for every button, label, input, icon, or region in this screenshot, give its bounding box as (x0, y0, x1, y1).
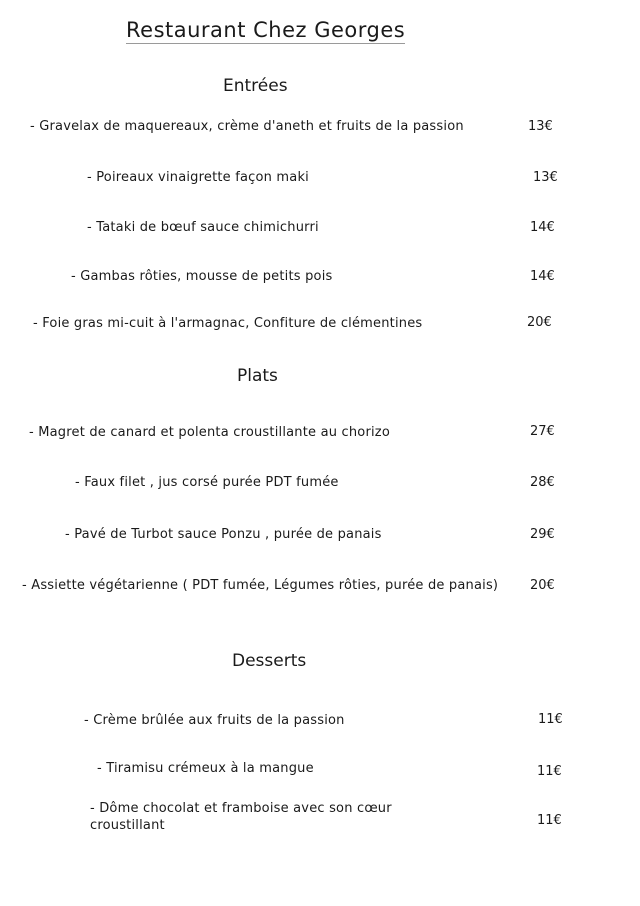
menu-item-price: 11€ (537, 813, 562, 828)
menu-item-label: - Pavé de Turbot sauce Ponzu , purée de panais (65, 527, 382, 542)
menu-item-price: 27€ (530, 424, 555, 439)
menu-item-price: 14€ (530, 220, 555, 235)
menu-item-price: 28€ (530, 475, 555, 490)
menu-item-label: - Gambas rôties, mousse de petits pois (71, 269, 333, 284)
menu-item-price: 13€ (533, 170, 558, 185)
section-title-plats: Plats (237, 366, 278, 386)
menu-item-label: - Poireaux vinaigrette façon maki (87, 170, 309, 185)
section-title-desserts: Desserts (232, 651, 307, 671)
menu-item-price: 13€ (528, 119, 553, 134)
menu-item-price: 11€ (538, 712, 563, 727)
menu-title: Restaurant Chez Georges (126, 18, 406, 42)
menu-item-price: 11€ (537, 764, 562, 779)
menu-item-price: 29€ (530, 527, 555, 542)
section-title-entrees: Entrées (223, 76, 288, 96)
menu-item-label: - Magret de canard et polenta croustillante au chorizo (29, 425, 390, 440)
menu-item-label: - Crème brûlée aux fruits de la passion (84, 713, 345, 728)
menu-item-label: - Foie gras mi-cuit à l'armagnac, Confiture de clémentines (33, 316, 423, 331)
menu-item-label: - Assiette végétarienne ( PDT fumée, Légumes rôties, purée de panais) (22, 578, 499, 593)
menu-item-price: 20€ (527, 315, 552, 330)
menu-item-label: - Tataki de bœuf sauce chimichurri (87, 220, 319, 235)
menu-item-label: - Tiramisu crémeux à la mangue (97, 761, 314, 776)
menu-item-price: 20€ (530, 578, 555, 593)
menu-item-label: - Gravelax de maquereaux, crème d'aneth et fruits de la passion (30, 119, 464, 134)
menu-item-label: - Faux filet , jus corsé purée PDT fumée (75, 475, 339, 490)
menu-item-label: - Dôme chocolat et framboise avec son cœur croustillant (90, 801, 392, 833)
menu-item-price: 14€ (530, 269, 555, 284)
